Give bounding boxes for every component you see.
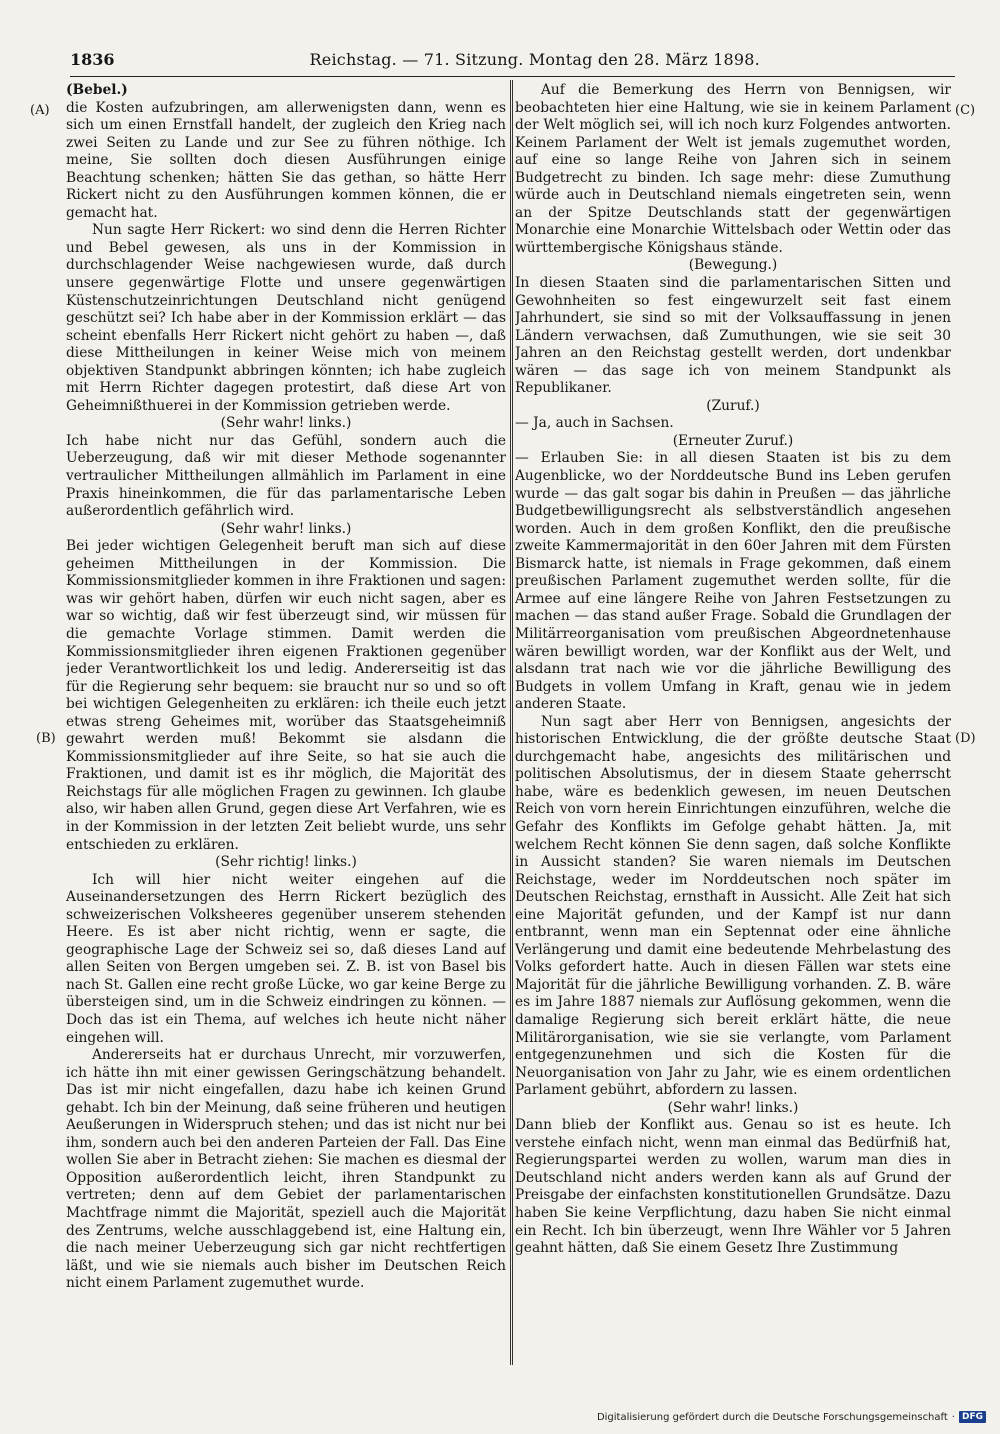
- interjection: (Sehr wahr! links.): [667, 1099, 799, 1116]
- column-divider: [510, 80, 513, 1365]
- interjection: (Zuruf.): [706, 397, 760, 414]
- paragraph: Nun sagt aber Herr von Bennigsen, angesichts der historischen Entwicklung, die der größte deutsche Staat durchgemacht habe, angesichts des militärischen und politischen Absolutismus, der in diesem Staate geherrscht habe, wäre es bedenklich gewesen, im neuen Deutschen Reich von vorn herein Einrichtungen einzuführen, welche die Gefahr des Konflikts im Gefolge gehabt hätten. Ja, mit welchem Recht können Sie denn sagen, daß solche Konflikte in Aussicht standen? Sie waren niemals im Deutschen Reichstage, weder im Norddeutschen noch später im Deutschen Reichstag, ernsthaft in Aussicht. Alle Zeit hat sich eine Majorität gefunden, und der Kampf ist nur dann entbrannt, wenn man ein Septennat oder eine ähnliche Verlängerung und damit eine bedeutende Mehrbelastung des Volks gefordert hatte. Auch in diesen Fällen war stets eine Majorität für die jährliche Bewilligung vorhanden. Z. B. wäre es im Jahre 1887 niemals zur Auflösung gekommen, wenn die damalige Regierung sich bereit erklärt hätte, die neue Militärorganisation, wie sie sie verlangte, vom Parlament entgegenzunehmen und sich die Kosten für die Neuorganisation von Jahr zu Jahr, wie es einem ordentlichen Parlament gebührt, abfordern zu lassen.: [515, 713, 951, 1099]
- paragraph: Ich will hier nicht weiter eingehen auf die Auseinandersetzungen des Herrn Rickert bezüglich des schweizerischen Volksheeres gegenüber unserem stehenden Heere. Es ist aber nicht richtig, wenn er sagte, die geographische Lage der Schweiz sei so, daß dieses Land auf allen Seiten von Bergen umgeben sei. Z. B. ist von Basel bis nach St. Gallen eine recht große Lücke, wo gar keine Berge zu übersteigen sind, um in die Schweiz eindringen zu können. — Doch das ist ein Thema, auf welches ich heute nicht näher eingehen will.: [66, 871, 506, 1046]
- footer: Digitalisierung gefördert durch die Deutsche Forschungsgemeinschaft · DFG: [597, 1411, 986, 1423]
- page-number: 1836: [70, 50, 115, 69]
- margin-marker-d: (D): [955, 731, 976, 746]
- page-header: [70, 50, 955, 77]
- paragraph: Andererseits hat er durchaus Unrecht, mir vorzuwerfen, ich hätte ihn mit einer gewissen Geringschätzung behandelt. Das ist mir nicht eingefallen, dazu habe ich keinen Grund gehabt. Ich bin der Meinung, daß seine früheren und heutigen Aeußerungen in Widerspruch stehen; und das ist nicht nur bei ihm, sondern auch bei den anderen Parteien der Fall. Das Eine wollen Sie aber in Betracht ziehen: Sie machen es diesmal der Opposition außerordentlich leicht, ihren Standpunkt zu vertreten; denn auf dem Gebiet der parlamentarischen Machtfrage nimmt die Majorität, speziell auch die Majorität des Zentrums, welche ausschlaggebend ist, eine Haltung ein, die nach meiner Ueberzeugung sich gar nicht rechtfertigen läßt, und wie sie niemals auch bisher im Deutschen Reich nicht einem Parlament zugemuthet wurde.: [66, 1047, 506, 1292]
- right-column: [515, 82, 951, 1362]
- interjection: (Bewegung.): [688, 257, 778, 274]
- interjection: (Erneuter Zuruf.): [672, 432, 794, 449]
- paragraph: Bei jeder wichtigen Gelegenheit beruft man sich auf diese geheimen Mittheilungen in der Kommission. Die Kommissionsmitglieder kommen in ihre Fraktionen und sagen: was wir gehört haben, dürfen wir euch nicht sagen, aber es war so wichtig, daß wir fest überzeugt sind, wir müssen für die gemachte Vorlage stimmen. Damit werden die Kommissionsmitglieder ihren eigenen Fraktionen gegenüber jeder Verantwortlichkeit los und ledig. Andererseitig ist das für die Regierung sehr bequem: sie braucht nur so und so oft bei wichtigen Gelegenheiten zu erklären: ich theile euch jetzt etwas streng Geheimes mit, worüber das Staatsgeheimniß gewahrt werden muß! Bekommt sie alsdann die Kommissionsmitglieder auf ihre Seite, so hat sie auch die Fraktionen, und damit ist es ihr möglich, die Majorität des Reichstags für alle möglichen Fragen zu gewinnen. Ich glaube also, wir haben allen Grund, gegen diese Art Verfahren, wie es in der Kommission in der letzten Zeit beliebt wurde, uns sehr entschieden zu erklären.: [66, 538, 506, 853]
- paragraph: — Ja, auch in Sachsen.: [515, 415, 674, 432]
- paragraph: Nun sagte Herr Rickert: wo sind denn die Herren Richter und Bebel gewesen, als uns in der Kommission in durchschlagender Weise nachgewiesen wurde, daß durch unsere gegenwärtige Flotte und unsere gegenwärtigen Küstenschutzeinrichtungen Deutschland nicht genügend geschützt sei? Ich habe aber in der Kommission erklärt — das scheint ebenfalls Herr Rickert nicht gehört zu haben —, daß diese Mittheilungen in keiner Weise mich von meinem objektiven Standpunkt abbringen könnten; ich habe zugleich mit Herrn Richter dagegen protestirt, daß diese Art von Geheimnißthuerei in der Kommission getrieben werde.: [66, 222, 506, 414]
- margin-marker-a: (A): [30, 103, 50, 118]
- interjection: (Sehr wahr! links.): [220, 415, 352, 432]
- paragraph: — Erlauben Sie: in all diesen Staaten ist bis zu dem Augenblicke, wo der Norddeutsche Bund ins Leben gerufen wurde — das galt sogar bis dahin in Preußen — das jährliche Budgetbewilligungsrecht als selbstverständlich angesehen worden. Auch in dem großen Konflikt, den die preußische zweite Kammermajorität in den 60er Jahren mit dem Fürsten Bismarck hatte, ist niemals in Frage gekommen, daß einem preußischen Parlament zugemuthet werden sollte, für die Armee auf eine längere Reihe von Jahren Festsetzungen zu machen — das stand außer Frage. Sobald die Grundlagen der Militärreorganisation vom preußischen Abgeordnetenhause wären bewilligt worden, war der Konflikt aus der Welt, und alsdann trat nach wie vor die jährliche Bewilligung des Budgets in vollem Umfang in Kraft, genau wie in jedem anderen Staate.: [515, 450, 951, 713]
- footer-text: Digitalisierung gefördert durch die Deutsche Forschungsgemeinschaft: [596, 1411, 948, 1423]
- dfg-logo-icon: DFG: [959, 1411, 986, 1423]
- interjection: (Sehr wahr! links.): [220, 520, 352, 537]
- paragraph: Dann blieb der Konflikt aus. Genau so ist es heute. Ich verstehe einfach nicht, wenn man einmal das Bedürfniß hat, Regierungspartei werden zu wollen, warum man dies in Deutschland nicht anders werden kann als auf Grund der Preisgabe der einfachsten konstitutionellen Grundsätze. Dazu haben Sie keine Verpflichtung, dazu haben Sie nicht einmal ein Recht. Ich bin überzeugt, wenn Ihre Wähler vor 5 Jahren geahnt hätten, daß Sie einem Gesetz Ihre Zustimmung: [515, 1117, 951, 1257]
- margin-marker-b: (B): [36, 731, 56, 746]
- paragraph: die Kosten aufzubringen, am allerwenigsten dann, wenn es sich um einen Ernstfall handelt, der zugleich den Krieg nach zwei Seiten zu Lande und zur See zu führen nöthige. Ich meine, Sie sollten doch diesen Ausführungen einige Beachtung schenken; hätten Sie das gethan, so hätte Herr Rickert nicht zu den Ausführungen kommen können, die er gemacht hat.: [66, 99, 506, 221]
- left-column: [66, 82, 506, 1362]
- page-title: Reichstag. — 71. Sitzung. Montag den 28. März 1898.: [309, 50, 760, 69]
- interjection: (Sehr richtig! links.): [215, 854, 357, 871]
- margin-marker-c: (C): [955, 103, 976, 118]
- paragraph: In diesen Staaten sind die parlamentarischen Sitten und Gewohnheiten so fest eingewurzelt seit fast einem Jahrhundert, sie sind so mit der Volksauffassung in jenen Ländern verwachsen, daß Zumuthungen, wie sie seit 30 Jahren an den Reichstag gestellt werden, dort undenkbar wären — das sage ich von meinem Standpunkt als Republikaner.: [515, 275, 951, 397]
- paragraph: Auf die Bemerkung des Herrn von Bennigsen, wir beobachteten hier eine Haltung, wie sie in keinem Parlament der Welt möglich sei, will ich noch kurz Folgendes antworten. Keinem Parlament der Welt ist jemals zugemuthet worden, auf eine so lange Reihe von Jahren sich in seinem Budgetrecht zu binden. Ich sage mehr: diese Zumuthung würde auch in Deutschland niemals eingetreten sein, wenn an der Spitze Deutschlands statt der gegenwärtigen Monarchie eine Monarchie Wittelsbach oder Wettin oder das württembergische Königshaus stände.: [515, 82, 951, 256]
- speaker-name: (Bebel.): [66, 82, 128, 98]
- paragraph: Ich habe nicht nur das Gefühl, sondern auch die Ueberzeugung, daß wir mit dieser Methode sogenannter vertraulicher Mittheilungen allmählich im Parlament in eine Praxis hineinkommen, die für das parlamentarische Leben außerordentlich gefährlich wird.: [66, 432, 506, 520]
